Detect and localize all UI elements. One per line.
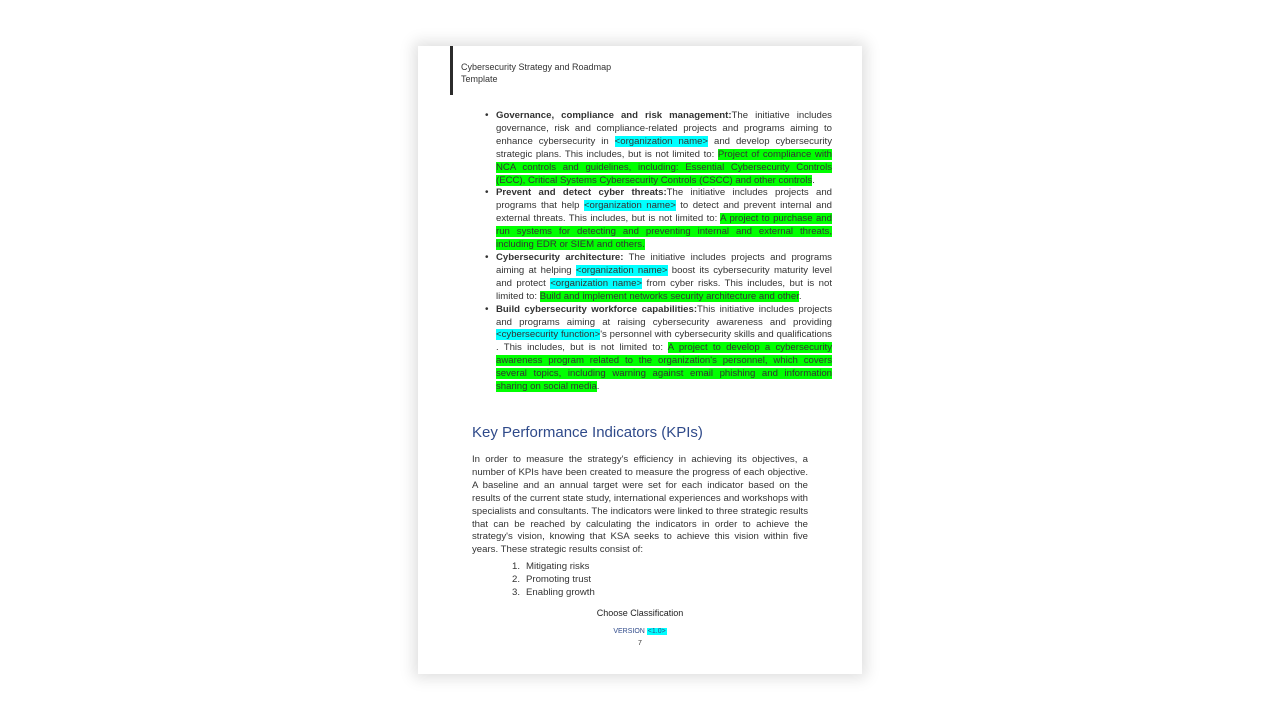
version-value: <1.0> (647, 628, 666, 635)
placeholder-highlight: <organization name> (614, 135, 709, 147)
list-item (512, 587, 595, 600)
initiative-title: Governance, compliance and risk management: (496, 110, 732, 121)
initiative-text: The initiative includes projects and programs aiming at helping (496, 251, 832, 276)
initiative-title: Prevent and detect cyber threats: (496, 187, 667, 199)
initiative-text: . (798, 290, 802, 302)
version-label: VERSION (613, 628, 647, 635)
initiative-text: and develop cybersecurity strategic plans. This includes, but is not limited to: (496, 135, 832, 160)
header-title-line2: Template (461, 74, 498, 84)
example-highlight: A project to purchase and run systems for detecting and preventing internal and external threats, including EDR or SIEM and others. (496, 213, 832, 251)
initiative-title: Build cybersecurity workforce capabilities: (496, 303, 698, 315)
placeholder-highlight: <organization name> (575, 264, 668, 276)
list-text: Mitigating risks (526, 561, 590, 572)
list-item (512, 574, 595, 587)
header-title-line1: Cybersecurity Strategy and Roadmap (461, 62, 612, 72)
initiative-title: Cybersecurity architecture: (496, 251, 624, 263)
initiative-architecture (496, 252, 832, 304)
kpi-paragraph: In order to measure the strategy's efficiency in achieving its objectives, a number of KPIs have been created to measure the progress of each objective. A baseline and an annual target were set for each indicator based on the results of the current state study, international experiences and workshops with specialists and consultants. The indicators were linked to three strategic results that can be reached by calculating the indicators in order to achieve the strategy's vision, knowing that KSA seeks to achieve this vision within five years. These strategic results consist of: (472, 454, 808, 556)
page-number: 7 (638, 640, 642, 647)
list-item (512, 561, 595, 574)
kpi-heading: Key Performance Indicators (KPIs) (472, 424, 703, 441)
version-line (418, 628, 862, 635)
example-highlight: Build and implement networks security architecture and other (539, 290, 799, 302)
placeholder-highlight: <cybersecurity function> (496, 329, 601, 341)
placeholder-highlight: <organization name> (583, 200, 676, 212)
initiative-workforce (496, 304, 832, 394)
initiative-text: The initiative includes projects and programs that help (496, 187, 832, 212)
classification-field[interactable]: Choose Classification (596, 608, 684, 618)
list-number: 1. (512, 561, 521, 572)
strategic-results-list (512, 561, 595, 600)
document-header (461, 61, 611, 85)
initiative-governance (496, 110, 832, 187)
initiative-text: to detect and prevent internal and external threats. This includes, but is not limited to: (496, 200, 832, 225)
initiative-text: 's personnel with cybersecurity skills and qualifications . This includes, but is not limited to: (496, 329, 832, 354)
initiative-text: The initiative includes governance, risk and compliance-related projects and programs aiming to enhance cybersecurity in (496, 110, 832, 147)
list-number: 3. (512, 586, 521, 598)
header-accent-bar (450, 46, 453, 95)
list-number: 2. (512, 573, 521, 585)
document-page (418, 46, 862, 674)
initiative-text: . (596, 381, 600, 393)
initiative-prevent-detect (496, 187, 832, 252)
initiatives-list (472, 110, 832, 394)
example-highlight: A project to develop a cybersecurity awareness program related to the organization's personnel, which covers several topics, including warning against email phishing and information sharing on social media (496, 342, 832, 393)
initiative-text: from cyber risks. This includes, but is not limited to: (496, 277, 832, 302)
placeholder-highlight: <organization name> (550, 277, 643, 289)
initiative-text: boost its cybersecurity maturity level and protect (496, 264, 832, 289)
initiative-text: This initiative includes projects and programs aiming at raising cybersecurity awareness and providing (496, 303, 832, 328)
list-text: Enabling growth (526, 586, 595, 598)
list-text: Promoting trust (526, 573, 592, 585)
example-highlight: Project of compliance with NCA controls and guidelines, including: Essential Cybersecurity Controls (ECC), Critical Systems Cybersecurity Controls (CSCC) and other controls (496, 148, 832, 186)
initiative-text: . (812, 174, 815, 186)
